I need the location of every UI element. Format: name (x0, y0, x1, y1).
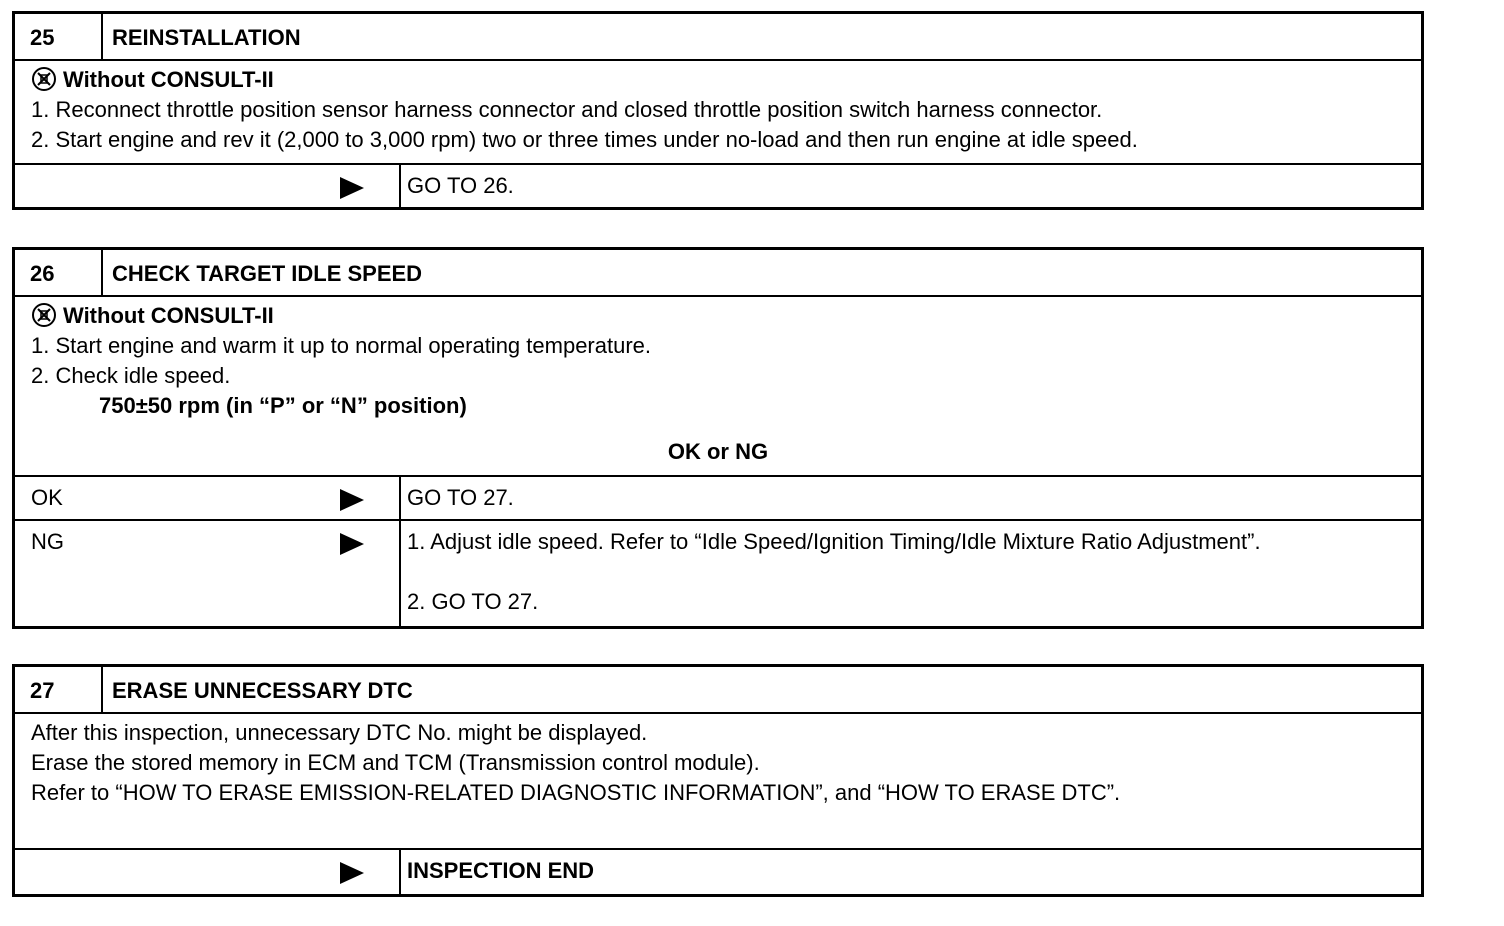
step-26 (12, 247, 1424, 629)
step-title: CHECK TARGET IDLE SPEED (112, 261, 423, 286)
result-row (15, 848, 1421, 894)
result-text: GO TO 26. (399, 165, 1421, 207)
result-row-ng (15, 519, 1421, 626)
result-text-line: 1. Adjust idle speed. Refer to “Idle Speed/Ignition Timing/Idle Mixture Ratio Adjustment”. (407, 529, 1261, 554)
crossed-circle-icon (31, 66, 57, 92)
step-25 (12, 11, 1424, 210)
instruction-line: 2. Check idle speed. (31, 363, 231, 388)
result-text (399, 521, 1421, 626)
step-body (15, 295, 1421, 475)
result-text: INSPECTION END (399, 850, 1421, 894)
right-triangle-arrow-icon (340, 489, 364, 511)
instruction-line: 1. Reconnect throttle position sensor harness connector and closed throttle position switch harness connector. (31, 97, 1103, 122)
step-number: 25 (15, 14, 103, 59)
instruction-line: After this inspection, unnecessary DTC No. might be displayed. (31, 720, 648, 745)
right-triangle-arrow-icon (340, 177, 364, 199)
result-label: OK (31, 485, 63, 510)
crossed-circle-icon (31, 302, 57, 328)
step-number: 26 (15, 250, 103, 295)
step-title: ERASE UNNECESSARY DTC (112, 678, 413, 703)
consult-heading (31, 65, 1405, 95)
instruction-line: Erase the stored memory in ECM and TCM (Transmission control module). (31, 750, 760, 775)
result-row (15, 163, 1421, 207)
result-text: GO TO 27. (399, 477, 1421, 519)
result-label: NG (31, 529, 64, 554)
consult-label: Without CONSULT-II (63, 303, 274, 328)
step-27 (12, 664, 1424, 897)
instruction-line: Refer to “HOW TO ERASE EMISSION-RELATED DIAGNOSTIC INFORMATION”, and “HOW TO ERASE DTC”. (31, 780, 1121, 805)
result-row-ok (15, 475, 1421, 519)
decision-label: OK or NG (667, 439, 769, 464)
right-triangle-arrow-icon (340, 533, 364, 555)
step-header (15, 14, 1421, 59)
consult-label: Without CONSULT-II (63, 67, 274, 92)
instruction-line: 2. Start engine and rev it (2,000 to 3,000 rpm) two or three times under no-load and then run engine at idle speed. (31, 127, 1138, 152)
idle-speed-spec: 750±50 rpm (in “P” or “N” position) (99, 393, 467, 418)
step-body (15, 712, 1421, 848)
step-body (15, 59, 1421, 163)
step-number: 27 (15, 667, 103, 712)
consult-heading (31, 301, 1405, 331)
instruction-line: 1. Start engine and warm it up to normal operating temperature. (31, 333, 652, 358)
right-triangle-arrow-icon (340, 862, 364, 884)
step-header (15, 667, 1421, 712)
step-title: REINSTALLATION (112, 25, 301, 50)
result-text-line: 2. GO TO 27. (407, 589, 539, 614)
step-header (15, 250, 1421, 295)
